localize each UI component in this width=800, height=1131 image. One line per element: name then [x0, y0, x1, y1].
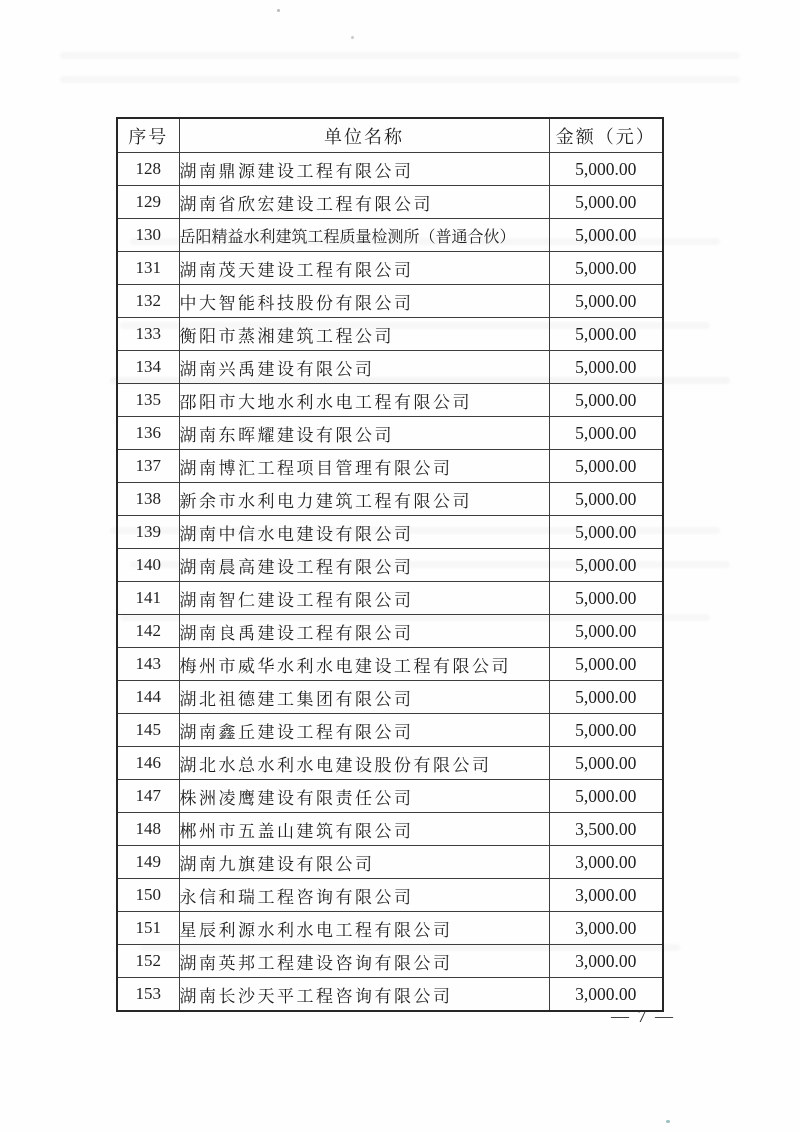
- table-row: [117, 285, 663, 318]
- unit-name: 湖南九旗建设有限公司: [179, 846, 549, 879]
- unit-name: 株洲凌鹰建设有限责任公司: [179, 780, 549, 813]
- unit-name: 湖南智仁建设工程有限公司: [179, 582, 549, 615]
- unit-name: 湖南博汇工程项目管理有限公司: [179, 450, 549, 483]
- table-row: [117, 153, 663, 186]
- unit-name: 湖南东晖耀建设有限公司: [179, 417, 549, 450]
- row-index: 147: [117, 780, 179, 813]
- row-index: 134: [117, 351, 179, 384]
- col-header-amount: 金额（元）: [549, 118, 663, 153]
- row-index: 138: [117, 483, 179, 516]
- row-index: 145: [117, 714, 179, 747]
- table-row: [117, 714, 663, 747]
- unit-name: 衡阳市蒸湘建筑工程公司: [179, 318, 549, 351]
- table-row: [117, 186, 663, 219]
- row-index: 128: [117, 153, 179, 186]
- table-row: [117, 780, 663, 813]
- table-row: [117, 846, 663, 879]
- unit-name: 新余市水利电力建筑工程有限公司: [179, 483, 549, 516]
- amount-value: 5,000.00: [549, 516, 663, 549]
- amount-value: 3,000.00: [549, 945, 663, 978]
- amount-value: 5,000.00: [549, 186, 663, 219]
- amount-value: 3,000.00: [549, 846, 663, 879]
- amount-value: 5,000.00: [549, 450, 663, 483]
- table-row: [117, 417, 663, 450]
- amount-value: 5,000.00: [549, 285, 663, 318]
- row-index: 135: [117, 384, 179, 417]
- unit-name: 湖南省欣宏建设工程有限公司: [179, 186, 549, 219]
- row-index: 139: [117, 516, 179, 549]
- unit-name: 湖南英邦工程建设咨询有限公司: [179, 945, 549, 978]
- unit-name: 湖南茂天建设工程有限公司: [179, 252, 549, 285]
- amount-value: 5,000.00: [549, 714, 663, 747]
- table-row: [117, 648, 663, 681]
- table-row: [117, 318, 663, 351]
- table-row: [117, 615, 663, 648]
- amount-value: 5,000.00: [549, 252, 663, 285]
- table-row: [117, 219, 663, 252]
- row-index: 144: [117, 681, 179, 714]
- unit-name: 中大智能科技股份有限公司: [179, 285, 549, 318]
- row-index: 143: [117, 648, 179, 681]
- row-index: 152: [117, 945, 179, 978]
- table-row: [117, 681, 663, 714]
- page-number: — 7 —: [611, 1006, 675, 1026]
- table-row: [117, 549, 663, 582]
- amount-value: 3,000.00: [549, 879, 663, 912]
- amount-value: 5,000.00: [549, 318, 663, 351]
- amount-value: 5,000.00: [549, 648, 663, 681]
- amount-value: 5,000.00: [549, 582, 663, 615]
- unit-name: 郴州市五盖山建筑有限公司: [179, 813, 549, 846]
- table-row: [117, 978, 663, 1012]
- table-row: [117, 813, 663, 846]
- table-row: [117, 912, 663, 945]
- amount-value: 5,000.00: [549, 417, 663, 450]
- unit-name: 湖北水总水利水电建设股份有限公司: [179, 747, 549, 780]
- amount-value: 5,000.00: [549, 615, 663, 648]
- row-index: 146: [117, 747, 179, 780]
- scan-artifact: [60, 52, 740, 59]
- row-index: 142: [117, 615, 179, 648]
- unit-name: 岳阳精益水利建筑工程质量检测所（普通合伙）: [179, 219, 549, 252]
- amount-value: 5,000.00: [549, 549, 663, 582]
- table-row: [117, 879, 663, 912]
- unit-name: 邵阳市大地水利水电工程有限公司: [179, 384, 549, 417]
- amount-value: 5,000.00: [549, 153, 663, 186]
- table-row: [117, 351, 663, 384]
- row-index: 131: [117, 252, 179, 285]
- table-row: [117, 483, 663, 516]
- table-row: [117, 945, 663, 978]
- amount-value: 5,000.00: [549, 384, 663, 417]
- amount-value: 3,000.00: [549, 978, 663, 1012]
- table-row: [117, 252, 663, 285]
- unit-name: 湖南长沙天平工程咨询有限公司: [179, 978, 549, 1012]
- amount-value: 5,000.00: [549, 681, 663, 714]
- row-index: 149: [117, 846, 179, 879]
- scan-speck: [666, 1120, 670, 1123]
- unit-name: 永信和瑞工程咨询有限公司: [179, 879, 549, 912]
- table-row: [117, 516, 663, 549]
- row-index: 148: [117, 813, 179, 846]
- unit-name: 湖南良禹建设工程有限公司: [179, 615, 549, 648]
- unit-name: 湖南鑫丘建设工程有限公司: [179, 714, 549, 747]
- col-header-index: 序号: [117, 118, 179, 153]
- table-header-row: [117, 118, 663, 153]
- unit-name: 湖南晨高建设工程有限公司: [179, 549, 549, 582]
- amount-value: 5,000.00: [549, 351, 663, 384]
- amount-value: 3,500.00: [549, 813, 663, 846]
- unit-name: 湖北祖德建工集团有限公司: [179, 681, 549, 714]
- unit-name: 星辰利源水利水电工程有限公司: [179, 912, 549, 945]
- table-row: [117, 384, 663, 417]
- row-index: 129: [117, 186, 179, 219]
- unit-name: 湖南兴禹建设有限公司: [179, 351, 549, 384]
- table-row: [117, 450, 663, 483]
- row-index: 133: [117, 318, 179, 351]
- row-index: 132: [117, 285, 179, 318]
- row-index: 130: [117, 219, 179, 252]
- scan-artifact: [60, 76, 740, 83]
- amount-value: 3,000.00: [549, 912, 663, 945]
- table-row: [117, 582, 663, 615]
- row-index: 140: [117, 549, 179, 582]
- amount-value: 5,000.00: [549, 747, 663, 780]
- row-index: 153: [117, 978, 179, 1012]
- unit-name: 湖南鼎源建设工程有限公司: [179, 153, 549, 186]
- amount-value: 5,000.00: [549, 780, 663, 813]
- amount-value: 5,000.00: [549, 219, 663, 252]
- row-index: 151: [117, 912, 179, 945]
- row-index: 150: [117, 879, 179, 912]
- table-row: [117, 747, 663, 780]
- row-index: 141: [117, 582, 179, 615]
- row-index: 136: [117, 417, 179, 450]
- row-index: 137: [117, 450, 179, 483]
- scan-speck: [277, 9, 280, 12]
- col-header-unit-name: 单位名称: [179, 118, 549, 153]
- amount-value: 5,000.00: [549, 483, 663, 516]
- unit-name: 梅州市威华水利水电建设工程有限公司: [179, 648, 549, 681]
- scan-speck: [351, 36, 354, 39]
- fee-table: [116, 117, 664, 1012]
- unit-name: 湖南中信水电建设有限公司: [179, 516, 549, 549]
